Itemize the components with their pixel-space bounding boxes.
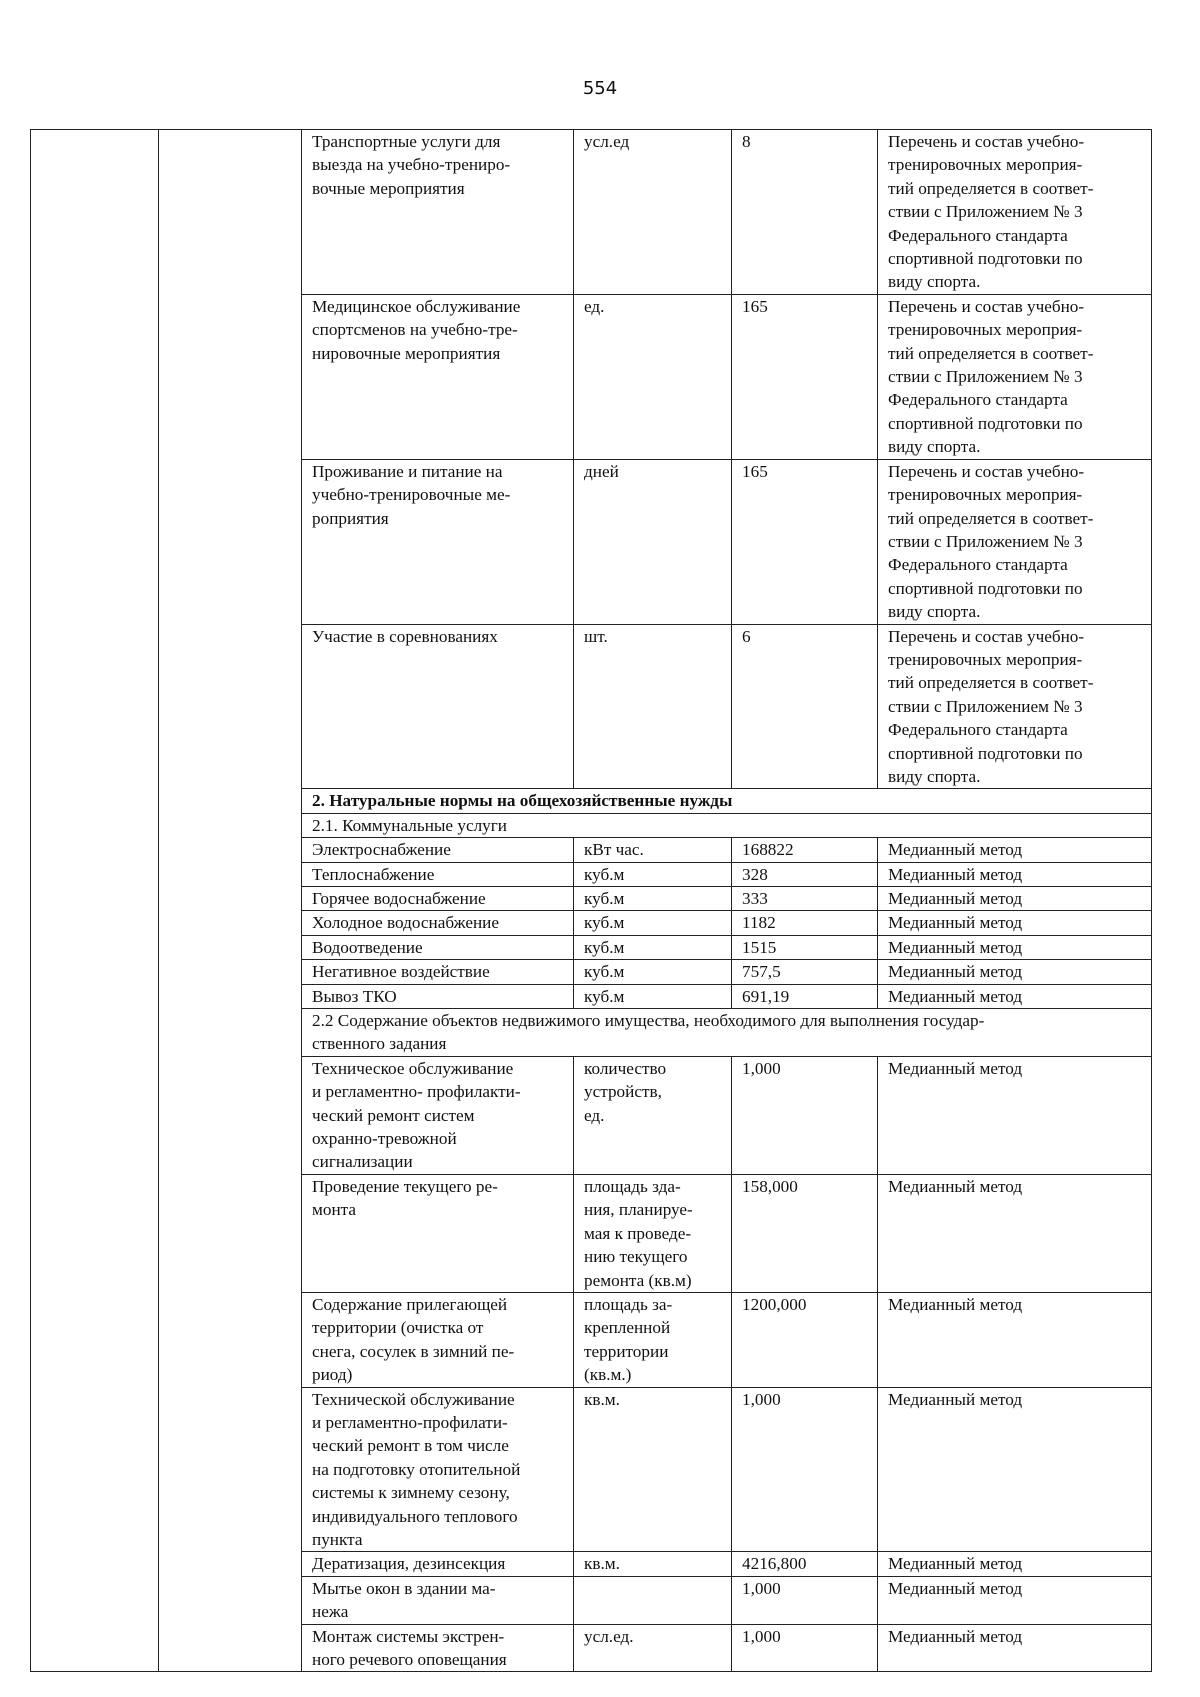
item-note-cell: Медианный метод [878,1292,1152,1387]
item-name-cell: Дератизация, дезинсекция [302,1552,574,1576]
item-name-cell: Водоотведение [302,935,574,959]
item-value-cell: 1200,000 [732,1292,878,1387]
item-note-cell: Медианный метод [878,1576,1152,1624]
item-name-cell: Вывоз ТКО [302,984,574,1008]
item-value-cell: 8 [732,130,878,295]
item-note-cell: Медианный метод [878,1387,1152,1552]
item-unit-cell: куб.м [574,911,732,935]
item-unit-cell: усл.ед. [574,1624,732,1672]
item-name-cell: Медицинское обслуживание спортсменов на учебно-тре- нировочные мероприятия [302,294,574,459]
item-unit-cell: кв.м. [574,1552,732,1576]
subsection-heading: 2.2 Содержание объектов недвижимого имущества, необходимого для выполнения государ- ственного задания [302,1009,1152,1057]
item-unit-cell [574,1576,732,1624]
item-unit-cell: количество устройств, ед. [574,1056,732,1174]
item-note-cell: Медианный метод [878,1174,1152,1292]
item-name-cell: Технической обслуживание и регламентно-профилати- ческий ремонт в том числе на подготовку отопительной системы к зимнему сезону, индивидуального теплового пункта [302,1387,574,1552]
item-name-cell: Электроснабжение [302,838,574,862]
item-note-cell: Медианный метод [878,984,1152,1008]
item-value-cell: 6 [732,624,878,789]
item-name-cell: Негативное воздействие [302,960,574,984]
item-value-cell: 165 [732,459,878,624]
norms-table [30,129,1152,1672]
item-unit-cell: дней [574,459,732,624]
item-unit-cell: куб.м [574,887,732,911]
item-name-cell: Мытье окон в здании ма- нежа [302,1576,574,1624]
item-value-cell: 1515 [732,935,878,959]
item-name-cell: Проведение текущего ре- монта [302,1174,574,1292]
item-unit-cell: площадь за- крепленной территории (кв.м.) [574,1292,732,1387]
item-note-cell: Перечень и состав учебно- тренировочных мероприя- тий определяется в соответ- ствии с Приложением № 3 Федерального стандарта спортивной подготовки по виду спорта. [878,459,1152,624]
item-value-cell: 4216,800 [732,1552,878,1576]
item-note-cell: Перечень и состав учебно- тренировочных мероприя- тий определяется в соответ- ствии с Приложением № 3 Федерального стандарта спортивной подготовки по виду спорта. [878,624,1152,789]
item-name-cell: Горячее водоснабжение [302,887,574,911]
item-name-cell: Техническое обслуживание и регламентно- профилакти- ческий ремонт систем охранно-тревожной сигнализации [302,1056,574,1174]
item-note-cell: Медианный метод [878,887,1152,911]
item-note-cell: Медианный метод [878,1552,1152,1576]
subsection-heading: 2.1. Коммунальные услуги [302,813,1152,837]
item-unit-cell: кВт час. [574,838,732,862]
item-value-cell: 165 [732,294,878,459]
item-unit-cell: куб.м [574,960,732,984]
item-name-cell: Теплоснабжение [302,862,574,886]
item-unit-cell: ед. [574,294,732,459]
item-name-cell: Монтаж системы экстрен- ного речевого оповещания [302,1624,574,1672]
item-unit-cell: куб.м [574,862,732,886]
item-value-cell: 158,000 [732,1174,878,1292]
item-note-cell: Медианный метод [878,838,1152,862]
item-value-cell: 328 [732,862,878,886]
item-value-cell: 691,19 [732,984,878,1008]
item-value-cell: 1182 [732,911,878,935]
item-value-cell: 1,000 [732,1624,878,1672]
left-empty-column [31,130,159,1672]
item-unit-cell: шт. [574,624,732,789]
item-value-cell: 1,000 [732,1387,878,1552]
item-unit-cell: кв.м. [574,1387,732,1552]
item-note-cell: Перечень и состав учебно- тренировочных мероприя- тий определяется в соответ- ствии с Приложением № 3 Федерального стандарта спортивной подготовки по виду спорта. [878,294,1152,459]
item-note-cell: Медианный метод [878,1056,1152,1174]
second-empty-column [159,130,302,1672]
item-unit-cell: площадь зда- ния, планируе- мая к проведе- нию текущего ремонта (кв.м) [574,1174,732,1292]
item-name-cell: Транспортные услуги для выезда на учебно-трениро- вочные мероприятия [302,130,574,295]
item-note-cell: Перечень и состав учебно- тренировочных мероприя- тий определяется в соответ- ствии с Приложением № 3 Федерального стандарта спортивной подготовки по виду спорта. [878,130,1152,295]
item-unit-cell: куб.м [574,984,732,1008]
item-name-cell: Холодное водоснабжение [302,911,574,935]
item-value-cell: 1,000 [732,1576,878,1624]
item-note-cell: Медианный метод [878,935,1152,959]
section-heading: 2. Натуральные нормы на общехозяйственные нужды [302,789,1152,813]
item-name-cell: Участие в соревнованиях [302,624,574,789]
item-note-cell: Медианный метод [878,1624,1152,1672]
item-value-cell: 168822 [732,838,878,862]
item-unit-cell: куб.м [574,935,732,959]
item-note-cell: Медианный метод [878,911,1152,935]
page-number: 554 [582,78,618,99]
item-value-cell: 333 [732,887,878,911]
item-value-cell: 757,5 [732,960,878,984]
item-note-cell: Медианный метод [878,960,1152,984]
item-name-cell: Содержание прилегающей территории (очистка от снега, сосулек в зимний пе- риод) [302,1292,574,1387]
item-unit-cell: усл.ед [574,130,732,295]
table-row [31,130,1152,295]
item-note-cell: Медианный метод [878,862,1152,886]
item-name-cell: Проживание и питание на учебно-тренировочные ме- роприятия [302,459,574,624]
item-value-cell: 1,000 [732,1056,878,1174]
